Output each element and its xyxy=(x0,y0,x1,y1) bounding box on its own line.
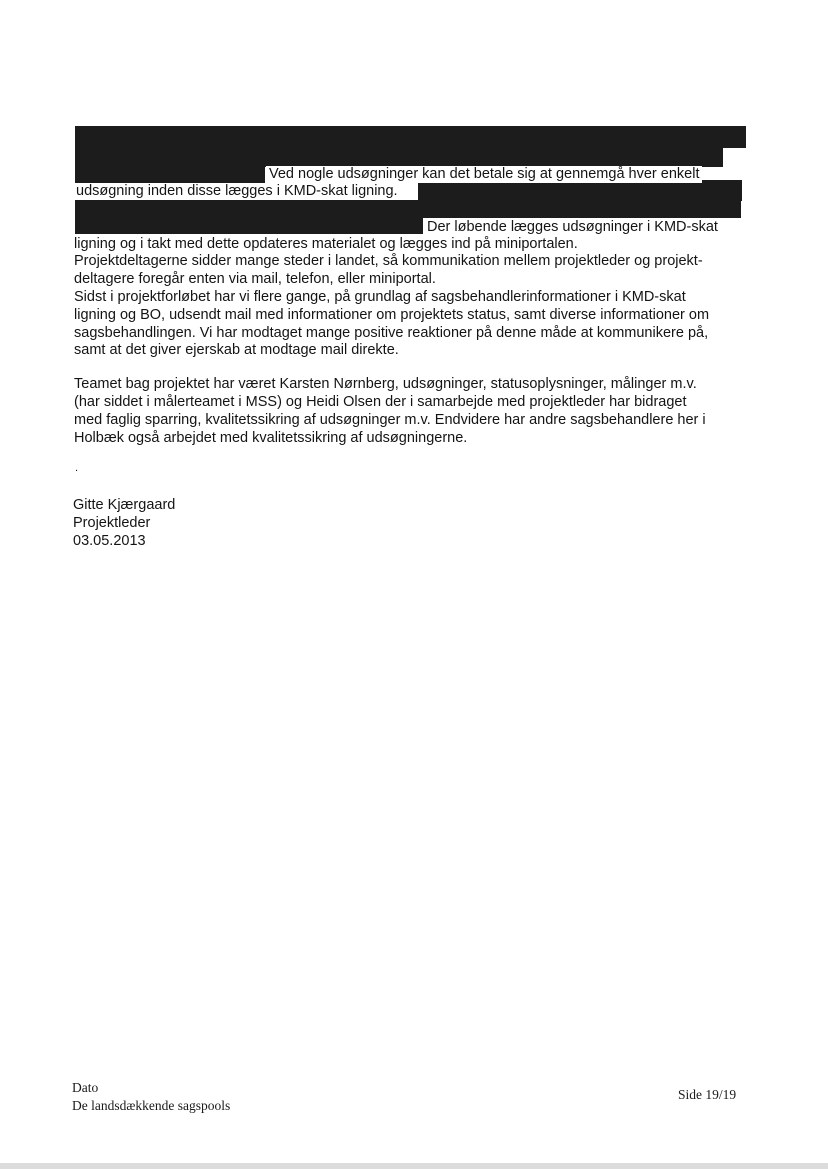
body-text-line: ligning og BO, udsendt mail med informationer om projektets status, samt diverse informationer om xyxy=(74,307,710,323)
body-text-line: med faglig sparring, kvalitetssikring af udsøgninger m.v. Endvidere har andre sagsbehandlere her i xyxy=(74,412,706,428)
body-text-line: deltagere foregår enten via mail, telefon, eller miniportal. xyxy=(74,271,436,287)
body-text-line: sagsbehandlingen. Vi har modtaget mange positive reaktioner på denne måde at kommunikere på, xyxy=(74,325,709,341)
redaction-bar xyxy=(418,180,742,201)
body-text-line: udsøgning inden disse lægges i KMD-skat ligning. xyxy=(76,183,398,199)
redaction-bar xyxy=(75,126,746,148)
body-text-line: Der løbende lægges udsøgninger i KMD-skat xyxy=(424,219,721,236)
body-text-line: Teamet bag projektet har været Karsten Nørnberg, udsøgninger, statusoplysninger, målinger m.v. xyxy=(74,376,697,392)
footer-document-title: De landsdækkende sagspools xyxy=(72,1098,231,1113)
body-text-line: Holbæk også arbejdet med kvalitetssikring af udsøgningerne. xyxy=(74,430,468,446)
stray-mark: . xyxy=(75,462,79,474)
body-text-line: Ved nogle udsøgninger kan det betale sig at gennemgå hver enkelt xyxy=(266,166,702,183)
footer-date-label: Dato xyxy=(72,1080,99,1095)
body-text-line: (har siddet i målerteamet i MSS) og Heidi Olsen der i samarbejde med projektleder har bidraget xyxy=(74,394,687,410)
page-number: Side 19/19 xyxy=(678,1087,737,1102)
body-text-line: Sidst i projektforløbet har vi flere gange, på grundlag af sagsbehandlerinformationer i KMD-skat xyxy=(74,289,686,305)
body-text-line: ligning og i takt med dette opdateres materialet og lægges ind på miniportalen. xyxy=(74,236,578,252)
redaction-bar xyxy=(75,215,423,234)
signature-date: 03.05.2013 xyxy=(73,533,146,549)
redaction-bar xyxy=(75,163,265,183)
scan-edge xyxy=(0,1163,828,1169)
signature-title: Projektleder xyxy=(73,515,151,531)
signature-name: Gitte Kjærgaard xyxy=(73,497,176,513)
body-text-line: Projektdeltagerne sidder mange steder i landet, så kommunikation mellem projektleder og projekt- xyxy=(74,253,703,269)
body-text-line: samt at det giver ejerskab at modtage mail direkte. xyxy=(74,342,399,358)
